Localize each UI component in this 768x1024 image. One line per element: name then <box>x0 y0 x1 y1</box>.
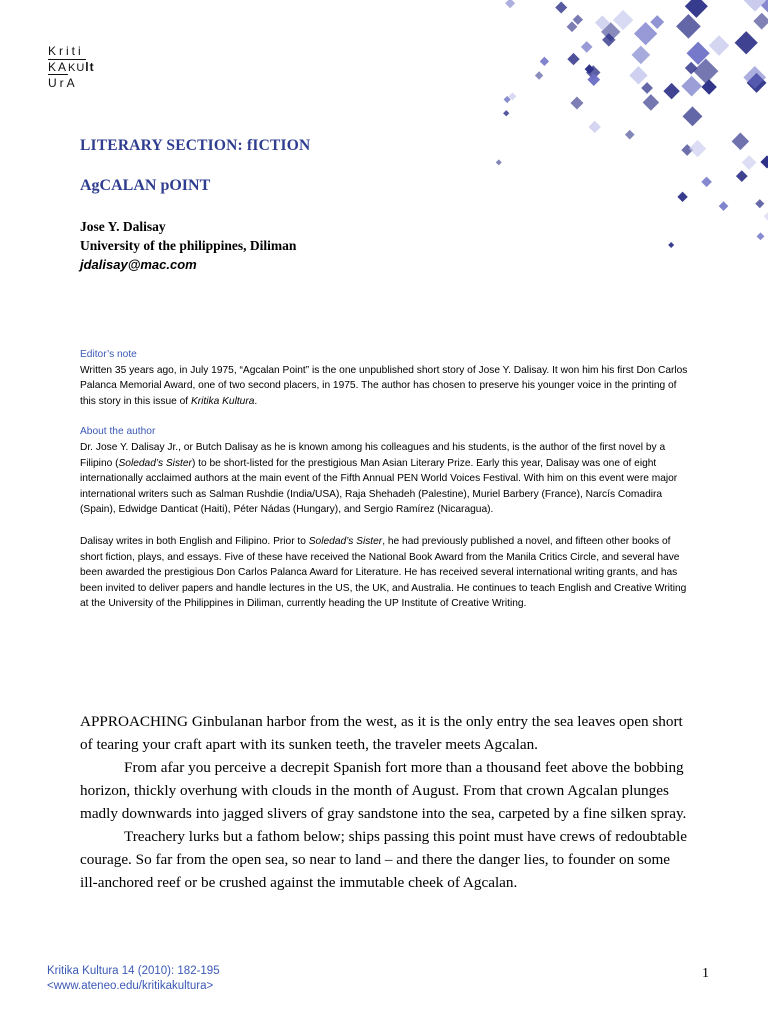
logo-lt: lt <box>85 60 95 74</box>
about-p2-a: Dalisay writes in both English and Filipino. Prior to <box>80 535 309 547</box>
decor-diamond <box>753 13 768 30</box>
decor-diamond <box>505 0 515 8</box>
logo-line-1: Kriti <box>48 44 84 58</box>
decor-diamond <box>643 94 660 111</box>
story-paragraph-3: Treachery lurks but a fathom below; ships passing this point must have crews of redoubtable courage. So far from the open sea, so near to land – and there the danger lies, to founder on some ill-anchored reef or be crushed against the immutable cheek of Agcalan. <box>80 828 687 891</box>
front-matter <box>80 347 692 612</box>
decor-diamond <box>689 140 706 157</box>
decor-diamond <box>585 64 595 74</box>
logo-ka: KA <box>48 60 69 74</box>
page-footer <box>47 964 220 994</box>
about-p1-a: Dr. Jose Y. Dalisay Jr., or Butch Dalisay as he is known among his colleagues and his students, is the author of the first novel by a Filipino ( <box>80 441 666 469</box>
section-title: LITERARY SECTION: fICTION <box>80 137 311 154</box>
decor-diamond <box>693 59 718 84</box>
about-author-paragraph-2 <box>80 534 692 612</box>
decor-diamond <box>601 22 620 41</box>
decor-diamond <box>634 22 657 45</box>
decor-diamond <box>682 106 702 126</box>
decor-diamond <box>744 0 766 12</box>
decor-diamond <box>681 144 693 156</box>
decor-diamond <box>625 130 635 140</box>
about-p1-b: ) to be short-listed for the prestigious Man Asian Literary Prize. Early this year, Dalisay was one of eight internationally acclaimed authors at the main event of the Fifth Annual PEN World Voices Festival. With him on this event were major international writers such as Salman Rushdie (India/USA), Raja Shehadeh (Palestine), Muriel Barbery (France), Narcís Comadira (Spain), Edwidge Danticat (Haiti), Péter Nádas (Hungary), and Sergio Ramírez (Nicaragua). <box>80 457 678 516</box>
decor-diamond <box>747 73 767 93</box>
decor-diamond <box>764 212 768 221</box>
page-number: 1 <box>702 966 709 981</box>
decor-diamond <box>736 170 748 182</box>
decor-diamond <box>685 0 708 18</box>
decor-diamond <box>602 33 616 47</box>
decor-diamond <box>631 46 650 65</box>
decor-diamond <box>757 232 765 240</box>
decor-diamond <box>676 14 701 39</box>
footer-url[interactable]: <www.ateneo.edu/kritikakultura> <box>47 980 214 992</box>
about-author-paragraph-1 <box>80 440 692 518</box>
story-paragraph-2: From afar you perceive a decrepit Spanish fort more than a thousand feet above the bobbing horizon, thickly overhung with clouds in the month of August. From that crown Agcalan plunges madly downwards into jagged slivers of gray sandstone into the sea, carpeted by a fine silken spray. <box>80 759 687 822</box>
decor-diamond <box>540 57 549 66</box>
decor-diamond <box>535 71 543 79</box>
editors-note-heading: Editor’s note <box>80 349 137 360</box>
story-title: AgCALAN pOINT <box>80 177 211 194</box>
author-email: jdalisay@mac.com <box>80 257 197 272</box>
decor-diamond <box>503 110 509 116</box>
decor-diamond <box>587 73 600 86</box>
logo-line-2 <box>48 60 95 76</box>
decor-diamond <box>570 96 583 109</box>
decor-diamond <box>685 62 698 75</box>
decor-diamond <box>613 10 633 30</box>
decor-diamond <box>595 15 610 30</box>
decor-diamond <box>567 21 578 32</box>
decor-diamond <box>555 1 567 13</box>
author-affiliation: University of the philippines, Diliman <box>80 238 297 253</box>
decor-diamond <box>759 0 768 14</box>
decor-diamond <box>701 177 712 188</box>
decor-diamond <box>732 133 750 151</box>
editors-note-journal-name: Kritika Kultura <box>190 395 255 407</box>
decor-diamond <box>629 66 647 84</box>
decor-diamond <box>586 65 600 79</box>
decor-diamond <box>687 42 710 65</box>
about-p2-b: , he had previously published a novel, and fifteen other books of short fiction, plays, and essays. Five of these have received the National Book Award from the Manila Critics Circle, and several have been awarded the prestigious Don Carlos Palanca Award for Literature. He has received several international writing grants, and has been invited to deliver papers and handle lectures in the US, the UK, and Australia. He continues to teach English and Creative Writing at the University of the Philippines in Diliman, currently heading the UP Institute of Creative Writing. <box>80 535 687 610</box>
journal-logo <box>48 44 95 91</box>
decor-diamond <box>719 201 729 211</box>
decor-diamond <box>650 15 664 29</box>
logo-line-3: UrA <box>48 76 78 90</box>
about-p1-book-title: Soledad’s Sister <box>118 457 192 469</box>
decor-diamond <box>496 159 502 165</box>
decor-diamond <box>668 242 674 248</box>
decor-diamond <box>755 199 764 208</box>
decor-diamond <box>743 66 766 89</box>
decor-diamond <box>641 82 653 94</box>
decor-diamond <box>709 35 729 55</box>
decor-diamond <box>735 31 758 54</box>
decor-diamond <box>581 41 593 53</box>
decor-diamond <box>509 92 517 100</box>
logo-ku: KU <box>68 62 86 74</box>
author-block <box>80 217 296 274</box>
about-author-heading: About the author <box>80 426 156 438</box>
decor-diamond <box>742 155 757 170</box>
decor-diamond <box>701 79 716 94</box>
decor-diamond <box>567 53 579 65</box>
editors-note-text-b: . <box>254 395 258 407</box>
editors-note-text-a: Written 35 years ago, in July 1975, “Agcalan Point” is the one unpublished short story of Jose Y. Dalisay. It won him his first Don Carlos Palanca Memorial Award, one of two second placers, in 1975. The author has chosen to preserve his younger voice in the printing of this story in this issue of <box>80 364 688 407</box>
about-p2-book-title: Soledad’s Sister <box>308 535 383 547</box>
decor-diamond <box>589 121 601 133</box>
decor-diamond <box>681 76 702 97</box>
decor-diamond <box>677 192 687 202</box>
editors-note-text <box>80 363 692 410</box>
story-paragraph-1: APPROACHING Ginbulanan harbor from the west, as it is the only entry the sea leaves open short of tearing your craft apart with its sunken teeth, the traveler meets Agcalan. <box>80 713 683 753</box>
decor-diamond <box>760 155 768 168</box>
decor-diamond <box>504 96 511 103</box>
decor-diamond <box>573 14 583 24</box>
footer-citation: Kritika Kultura 14 (2010): 182-195 <box>47 965 220 977</box>
author-name: Jose Y. Dalisay <box>80 219 166 234</box>
story-body <box>80 710 690 894</box>
decor-diamond <box>663 83 679 99</box>
